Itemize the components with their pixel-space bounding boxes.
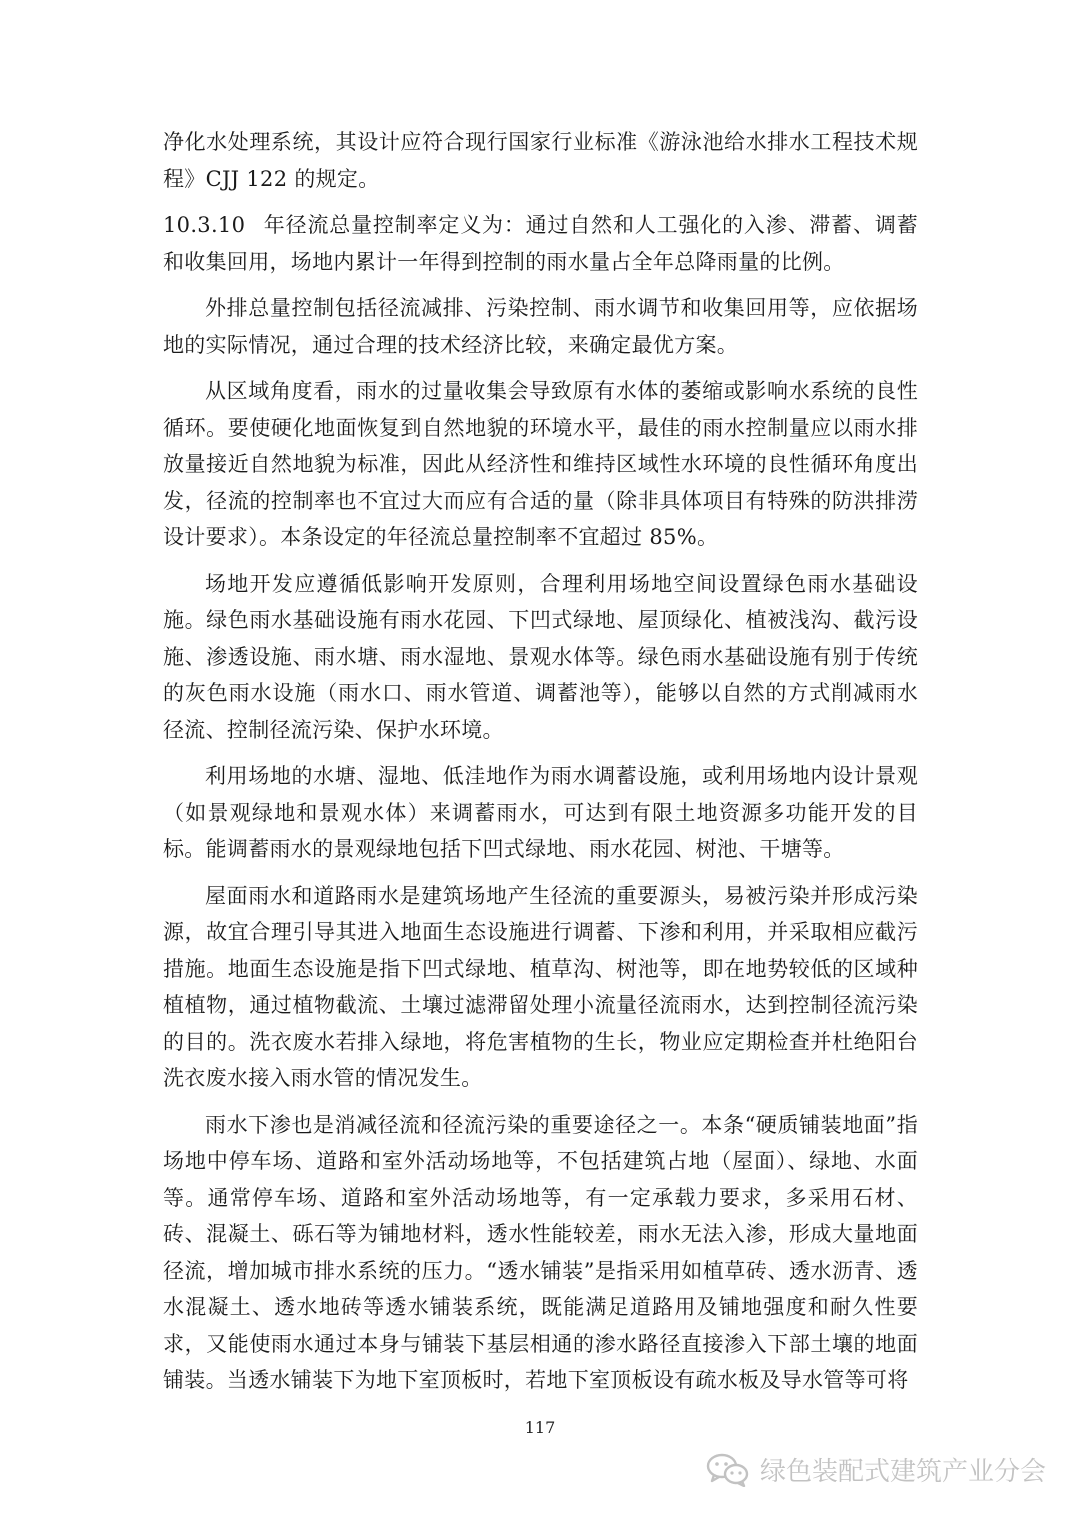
page-number: 117	[524, 1418, 556, 1437]
paragraph: 雨水下渗也是消减径流和径流污染的重要途径之一。本条“硬质铺装地面”指场地中停车场、道路和室外活动场地等，不包括建筑占地（屋面）、绿地、水面等。通常停车场、道路和室外活动场地等，有一定承载力要求，多采用石材、砖、混凝土、砾石等为铺地材料，透水性能较差，雨水无法入渗，形成大量地面径流，增加城市排水系统的压力。“透水铺装”是指采用如植草砖、透水沥青、透水混凝土、透水地砖等透水铺装系统，既能满足道路用及铺地强度和耐久性要求，又能使雨水通过本身与铺装下基层相通的渗水路径直接渗入下部土壤的地面铺装。当透水铺装下为地下室顶板时，若地下室顶板设有疏水板及导水管等可将	[163, 1112, 918, 1392]
body-text	[163, 124, 918, 1399]
clause-number: 10.3.10	[163, 213, 246, 237]
paragraph-clause	[163, 207, 918, 280]
paragraph: 场地开发应遵循低影响开发原则，合理利用场地空间设置绿色雨水基础设施。绿色雨水基础设施有雨水花园、下凹式绿地、屋顶绿化、植被浅沟、截污设施、渗透设施、雨水塘、雨水湿地、景观水体等。绿色雨水基础设施有别于传统的灰色雨水设施（雨水口、雨水管道、调蓄池等），能够以自然的方式削减雨水径流、控制径流污染、保护水环境。	[163, 571, 918, 742]
paragraph: 利用场地的水塘、湿地、低洼地作为雨水调蓄设施，或利用场地内设计景观（如景观绿地和景观水体）来调蓄雨水，可达到有限土地资源多功能开发的目标。能调蓄雨水的景观绿地包括下凹式绿地、雨水花园、树池、干塘等。	[163, 764, 918, 861]
wechat-icon	[706, 1453, 750, 1487]
paragraph: 屋面雨水和道路雨水是建筑场地产生径流的重要源头，易被污染并形成污染源，故宜合理引导其进入地面生态设施进行调蓄、下渗和利用，并采取相应截污措施。地面生态设施是指下凹式绿地、植草沟、树池等，即在地势较低的区域种植植物，通过植物截流、土壤过滤滞留处理小流量径流雨水，达到控制径流污染的目的。洗衣废水若排入绿地，将危害植物的生长，物业应定期检查并杜绝阳台洗衣废水接入雨水管的情况发生。	[163, 883, 918, 1090]
watermark-text: 绿色装配式建筑产业分会	[759, 1457, 1046, 1487]
watermark	[706, 1451, 1046, 1488]
paragraph: 从区域角度看，雨水的过量收集会导致原有水体的萎缩或影响水系统的良性循环。要使硬化地面恢复到自然地貌的环境水平，最佳的雨水控制量应以雨水排放量接近自然地貌为标准，因此从经济性和维持区域性水环境的良性循环角度出发，径流的控制率也不宜过大而应有合适的量（除非具体项目有特殊的防洪排涝设计要求）。本条设定的年径流总量控制率不宜超过 85%。	[163, 379, 918, 549]
paragraph: 净化水处理系统，其设计应符合现行国家行业标准《游泳池给水排水工程技术规程》CJJ 122 的规定。	[163, 130, 918, 191]
paragraph: 外排总量控制包括径流减排、污染控制、雨水调节和收集回用等，应依据场地的实际情况，通过合理的技术经济比较，来确定最优方案。	[163, 296, 918, 357]
clause-text: 年径流总量控制率定义为：通过自然和人工强化的入渗、滞蓄、调蓄和收集回用，场地内累计一年得到控制的雨水量占全年总降雨量的比例。	[163, 213, 918, 274]
